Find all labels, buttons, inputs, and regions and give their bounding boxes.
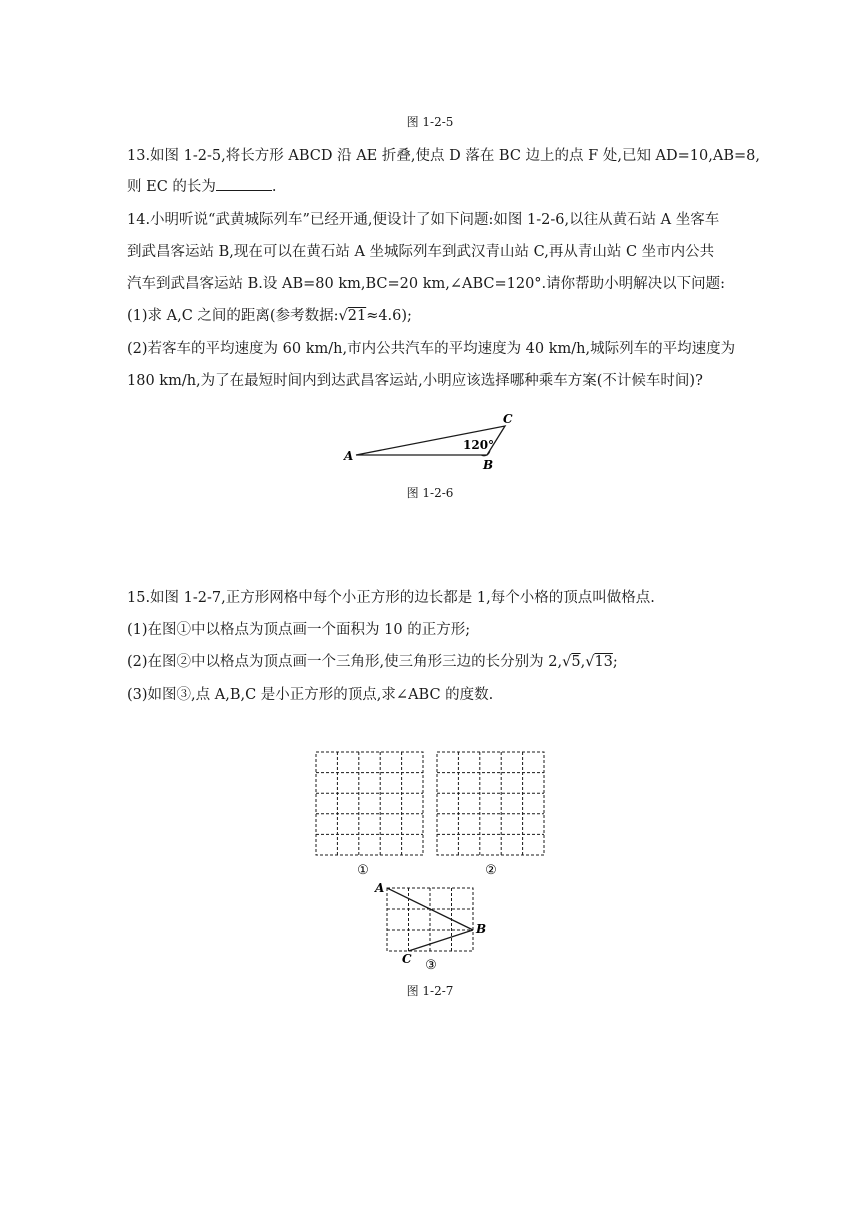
q13-line-2-prefix: 则 EC 的长为	[127, 179, 216, 195]
q15-part-2	[127, 652, 767, 672]
figure-1-2-7-grids	[300, 744, 560, 974]
q15-part-2-prefix: (2)在图②中以格点为顶点画一个三角形,使三角形三边的长分别为 2,	[127, 654, 563, 670]
grid-2-label: ②	[485, 863, 497, 878]
label-b: B	[483, 458, 494, 472]
q14-part-1-suffix: ≈4.6);	[366, 308, 412, 324]
grid-3-label-a: A	[375, 881, 385, 895]
grid-3-label-b: B	[476, 922, 487, 936]
sqrt-sign: √	[585, 654, 595, 670]
sqrt-sign: √	[562, 654, 572, 670]
sqrt-radicand-13: 13	[594, 654, 613, 670]
q14-part-1	[127, 306, 767, 326]
sqrt-radicand: 21	[347, 308, 367, 324]
figure-1-2-6-triangle	[340, 408, 530, 472]
figure-1-2-7-caption: 图 1-2-7	[406, 984, 454, 998]
q14-part-2-line-1: (2)若客车的平均速度为 60 km/h,市内公共汽车的平均速度为 40 km/h,城际列车的平均速度为	[127, 341, 736, 357]
answer-blank	[216, 177, 272, 191]
sqrt-radicand-5: 5	[571, 654, 581, 670]
sqrt-sign: √	[338, 308, 348, 324]
q14-part-2-line-2: 180 km/h,为了在最短时间内到达武昌客运站,小明应该选择哪种乘车方案(不计候车时间)?	[127, 373, 703, 389]
q14-line-1: 14.小明听说“武黄城际列车”已经开通,便设计了如下问题:如图 1-2-6,以往从黄石站 A 坐客车	[127, 212, 720, 228]
label-a: A	[344, 449, 354, 463]
grid-1	[316, 752, 423, 855]
figure-1-2-5-caption: 图 1-2-5	[406, 115, 454, 129]
q15-part-1: (1)在图①中以格点为顶点画一个面积为 10 的正方形;	[127, 622, 471, 638]
q15-part-2-suffix: ;	[612, 654, 618, 670]
grid-1-label: ①	[357, 863, 369, 878]
grid-2	[437, 752, 544, 855]
q15-part-3: (3)如图③,点 A,B,C 是小正方形的顶点,求∠ABC 的度数.	[127, 687, 494, 703]
q13-line-2	[127, 177, 767, 197]
q14-part-1-prefix: (1)求 A,C 之间的距离(参考数据:	[127, 308, 339, 324]
q14-line-3: 汽车到武昌客运站 B.设 AB=80 km,BC=20 km,∠ABC=120°.请你帮助小明解决以下问题:	[127, 276, 726, 292]
grid-3	[387, 888, 473, 951]
angle-label: 120°	[463, 438, 495, 452]
label-c: C	[503, 412, 513, 426]
q13-line-2-suffix: .	[271, 179, 277, 195]
q14-line-2: 到武昌客运站 B,现在可以在黄石站 A 坐城际列车到武汉青山站 C,再从青山站 C 坐市内公共	[127, 244, 715, 260]
q15-line-1: 15.如图 1-2-7,正方形网格中每个小正方形的边长都是 1,每个小格的顶点叫做格点.	[127, 590, 655, 606]
grid-3-label: ③	[425, 958, 437, 973]
grid-3-label-c: C	[402, 952, 412, 966]
q15-part-2-separator: ,	[580, 654, 586, 670]
figure-1-2-6-caption: 图 1-2-6	[406, 486, 454, 500]
q13-line-1: 13.如图 1-2-5,将长方形 ABCD 沿 AE 折叠,使点 D 落在 BC 边上的点 F 处,已知 AD=10,AB=8,	[127, 148, 760, 164]
